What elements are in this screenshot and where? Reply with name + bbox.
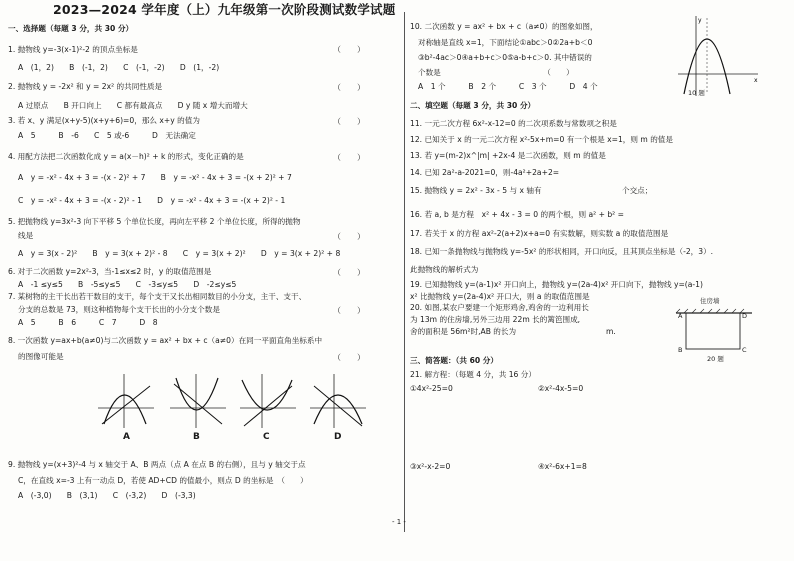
q18-line2: 此抛物线的解析式为 (410, 265, 479, 274)
q20-line1: 20. 如图,某农户要建一个矩形鸡舍,鸡舍的一边利用长 (410, 303, 589, 312)
q10-parabola-figure (676, 14, 760, 98)
q4-options-cd: C y = -x² - 4x + 3 = -(x - 2)² - 1 D y = -x² - 4x + 3 = -(x + 2)² - 1 (18, 196, 286, 205)
q18-line1: 18. 已知一条抛物线与抛物线 y=-5x² 的形状相同，开口向反，且其顶点坐标是（-2，3）. (410, 247, 714, 256)
q10-options: A 1 个 B 2 个 C 3 个 D 4 个 (418, 82, 598, 91)
q10-figure-label: 10 题 (688, 89, 705, 97)
q7-line2: 分支的总数是 73，则这种植物每个支干长出的小分支个数是 (18, 305, 220, 314)
q19-line1: 19. 已知抛物线 y=(a-1)x² 开口向上，抛物线 y=(2a-4)x² 开口向下，抛物线 y=(a-1) (410, 280, 703, 289)
q9-line2: C，在直线 x=-3 上有一动点 D，若使 AD+CD 的值最小，则点 D 的坐标是 （ ） (18, 476, 308, 485)
q2: 2. 抛物线 y = -2x² 和 y = 2x² 的共同性质是 (8, 82, 163, 91)
q14: 14. 已知 2a²-a-2021=0，则-4a²+2a+2= (410, 168, 560, 177)
q15: 15. 抛物线 y = 2x² - 3x - 5 与 x 轴有 (410, 186, 542, 195)
q5-options: A y = 3(x - 2)² B y = 3(x + 2)² - 8 C y = 3(x + 2)² D y = 3(x + 2)² + 8 (18, 249, 341, 258)
q2-options: A 过原点 B 开口向上 C 都有最高点 D y 随 x 增大而增大 (18, 101, 248, 110)
q21-heading: 21. 解方程：（每题 4 分，共 16 分） (410, 370, 536, 379)
q8-graph-d-label: D (334, 432, 342, 442)
q20-point-d: D (742, 312, 748, 320)
svg-text:y: y (698, 17, 702, 24)
q5-line2: 线是 (18, 231, 34, 240)
q5-answer-paren: （ ） (333, 232, 365, 241)
q8-graph-c (238, 372, 298, 430)
q8-graph-c-label: C (263, 432, 270, 442)
q7-line1: 7. 某树物的主干长出若干数目的支干，每个支干又长出相同数目的小分支，主干、支干、 (8, 292, 307, 301)
column-divider (404, 12, 405, 532)
q21-eq4: ④x²-6x+1=8 (538, 462, 587, 471)
page-number: - 1 - (392, 518, 406, 526)
exam-title: 2023—2024 学年度（上）九年级第一次阶段测试数学试题 (53, 2, 396, 17)
section-answer-heading: 三、简答题：（共 60 分） (410, 356, 498, 365)
q20-figure-label: 20 题 (707, 355, 724, 363)
q8-line2: 的图像可能是 (18, 352, 64, 361)
q8-answer-paren: （ ） (333, 353, 365, 362)
q19-line2: x² 比抛物线 y=(2a-4)x² 开口大，则 a 的取值范围是 (410, 292, 590, 301)
q20-point-b: B (678, 346, 683, 354)
q2-answer-paren: （ ） (333, 83, 365, 92)
q8-graph-b-label: B (193, 432, 200, 442)
q7-options: A 5 B 6 C 7 D 8 (18, 318, 158, 327)
q16: 16. 若 a, b 是方程 x² + 4x - 3 = 0 的两个根，则 a² + b² = (410, 210, 624, 219)
q20-line3: 舍的面积是 56m²时,AB 的长为 (410, 327, 517, 336)
q5-line1: 5. 把抛物线 y=3x²-3 向下平移 5 个单位长度，再向左平移 2 个单位长度，所得的抛物 (8, 217, 301, 226)
q10-line2: 对称轴是直线 x=1，下面结论①abc＞0②2a+b＜0 (418, 38, 593, 47)
q8-graph-b (168, 372, 228, 430)
q15-tail: 个交点； (622, 186, 653, 195)
q3-options: A 5 B -6 C 5 或-6 D 无法确定 (18, 131, 196, 140)
q6-answer-paren: （ ） (333, 268, 365, 277)
q20-point-c: C (742, 346, 747, 354)
svg-text:x: x (754, 77, 758, 84)
q21-eq1: ①4x²-25=0 (410, 384, 453, 393)
q6: 6. 对于二次函数 y=2x²-3，当-1≤x≤2 时，y 的取值范围是 (8, 267, 212, 276)
q8-line1: 8. 一次函数 y=ax+b(a≠0)与二次函数 y = ax² + bx + c（a≠0）在同一平面直角坐标系中 (8, 336, 323, 345)
q21-eq3: ③x²-x-2=0 (410, 462, 451, 471)
q21-eq2: ②x²-4x-5=0 (538, 384, 584, 393)
q1-options: A (1，2) B (-1，2) C (-1，-2) D (1，-2) (18, 63, 220, 72)
q1: 1. 抛物线 y=-3(x-1)²-2 的顶点坐标是 (8, 45, 138, 54)
q3: 3. 若 x、y 满足(x+y-5)(x+y+6)=0，那么 x+y 的值为 (8, 116, 200, 125)
section-fill-heading: 二、填空题（每题 3 分，共 30 分） (410, 101, 536, 110)
q9-line1: 9. 抛物线 y=(x+3)²-4 与 x 轴交于 A、B 两点（点 A 在点 B 的右侧），且与 y 轴交于点 (8, 460, 306, 469)
q13: 13. 若 y=(m-2)x^|m| +2x-4 是二次函数，则 m 的值是 (410, 151, 606, 160)
q4-answer-paren: （ ） (333, 153, 365, 162)
q10-line3: ③b²-4ac＞0④a+b+c＞0⑤a-b+c＞0. 其中错误的 (418, 53, 592, 62)
q20-line2: 为 13m 的住房墙,另外三边用 22m 长的篱笆围成, (410, 315, 581, 324)
q3-answer-paren: （ ） (333, 117, 365, 126)
q20-point-a: A (678, 312, 683, 320)
q6-options: A -1 ≤y≤5 B -5≤y≤5 C -3≤y≤5 D -2≤y≤5 (18, 280, 237, 289)
q12: 12. 已知关于 x 的一元二次方程 x²-5x+m=0 有一个根是 x=1，则 m 的值是 (410, 135, 673, 144)
q8-graph-a (96, 372, 156, 430)
q1-answer-paren: （ ） (333, 45, 365, 54)
q8-graph-a-label: A (123, 432, 130, 442)
q4-options-ab: A y = -x² - 4x + 3 = -(x - 2)² + 7 B y = -x² - 4x + 3 = -(x + 2)² + 7 (18, 173, 292, 182)
q9-options: A (-3,0) B (3,1) C (-3,2) D (-3,3) (18, 491, 196, 500)
q10-line4: 个数是 （ ） (418, 68, 574, 77)
q17: 17. 若关于 x 的方程 ax²-2(a+2)x+a=0 有实数解，则实数 a 的取值范围是 (410, 229, 669, 238)
section-choice-heading: 一、选择题（每题 3 分，共 30 分） (8, 24, 134, 33)
q20-unit: m. (606, 327, 616, 336)
q11: 11. 一元二次方程 6x²-x-12=0 的二次项系数与常数项之积是 (410, 119, 617, 128)
q20-wall-label: 住房墙 (700, 297, 720, 305)
q8-graph-d (308, 372, 368, 430)
q10-line1: 10. 二次函数 y = ax² + bx + c（a≠0）的图象如图， (410, 22, 598, 31)
q4: 4. 用配方法把二次函数化成 y = a(x－h)² + k 的形式，变化正确的是 (8, 152, 244, 161)
q7-answer-paren: （ ） (333, 306, 365, 315)
